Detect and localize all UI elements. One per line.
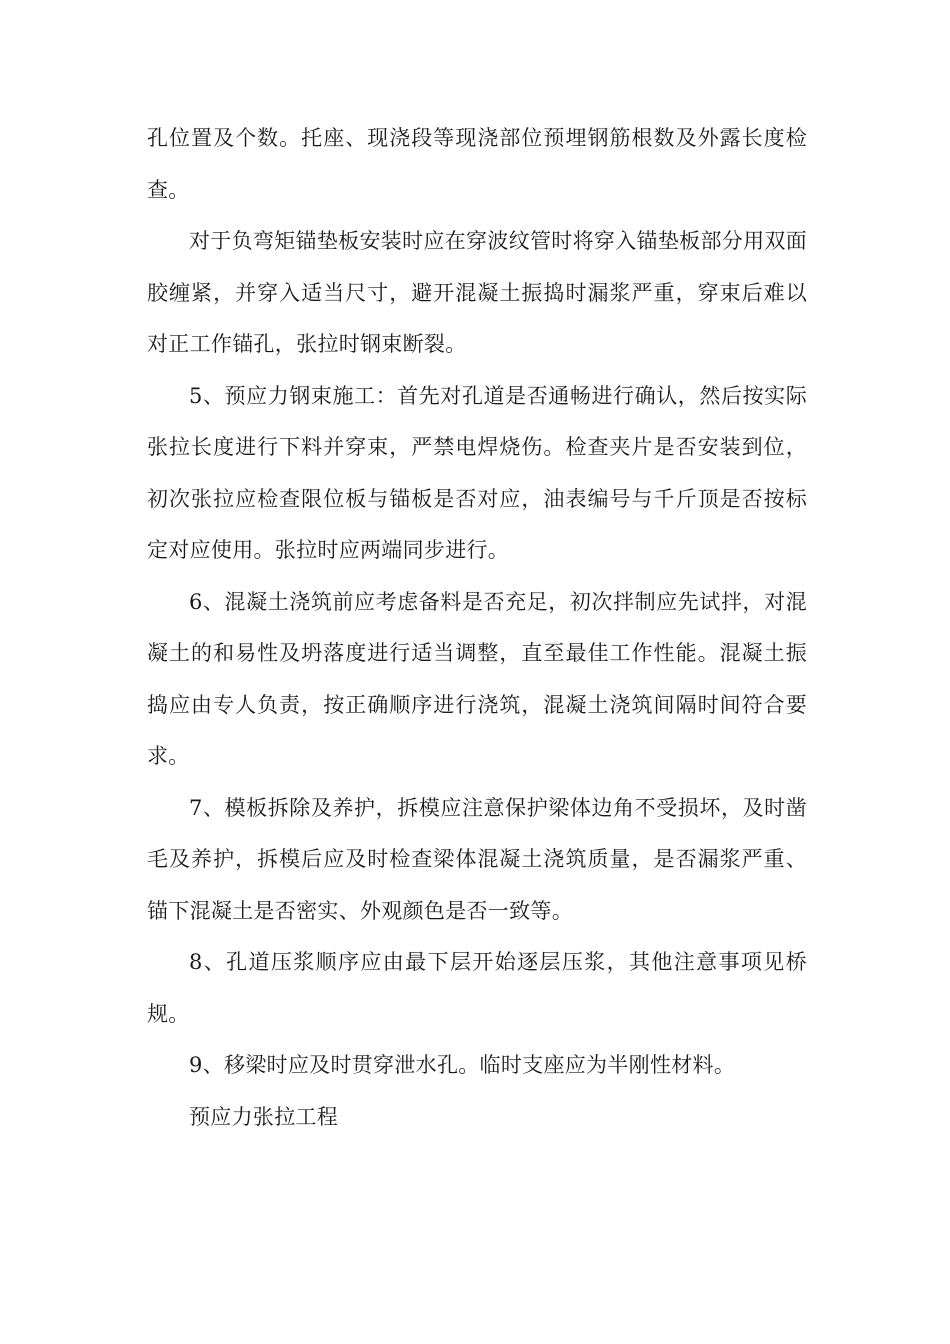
paragraph-2: 对于负弯矩锚垫板安装时应在穿波纹管时将穿入锚垫板部分用双面胶缠紧，并穿入适当尺寸，避开混凝土振捣时漏浆严重，穿束后难以对正工作锚孔，张拉时钢束断裂。 — [147, 229, 807, 356]
paragraph-4: 6、混凝土浇筑前应考虑备料是否充足，初次拌制应先试拌，对混凝土的和易性及坍落度进行适当调整，直至最佳工作性能。混凝土振捣应由专人负责，按正确顺序进行浇筑，混凝土浇筑间隔时间符合要求。 — [147, 589, 807, 768]
section-heading: 预应力张拉工程 — [189, 1104, 339, 1129]
paragraph-7: 9、移梁时应及时贯穿泄水孔。临时支座应为半刚性材料。 — [189, 1053, 736, 1077]
paragraph-5: 7、模板拆除及养护，拆模应注意保护梁体边角不受损坏，及时凿毛及养护，拆模后应及时检查梁体混凝土浇筑质量，是否漏浆严重、锚下混凝土是否密实、外观颜色是否一致等。 — [147, 795, 807, 923]
paragraph-1: 孔位置及个数。托座、现浇段等现浇部位预埋钢筋根数及外露长度检查。 — [147, 126, 807, 202]
paragraph-6: 8、孔道压浆顺序应由最下层开始逐层压浆，其他注意事项见桥规。 — [147, 950, 807, 1026]
paragraph-3: 5、预应力钢束施工：首先对孔道是否通畅进行确认，然后按实际张拉长度进行下料并穿束，严禁电焊烧伤。检查夹片是否安装到位，初次张拉应检查限位板与锚板是否对应，油表编号与千斤顶是否按标定对应使用。张拉时应两端同步进行。 — [147, 383, 807, 562]
document-body — [147, 113, 807, 1143]
